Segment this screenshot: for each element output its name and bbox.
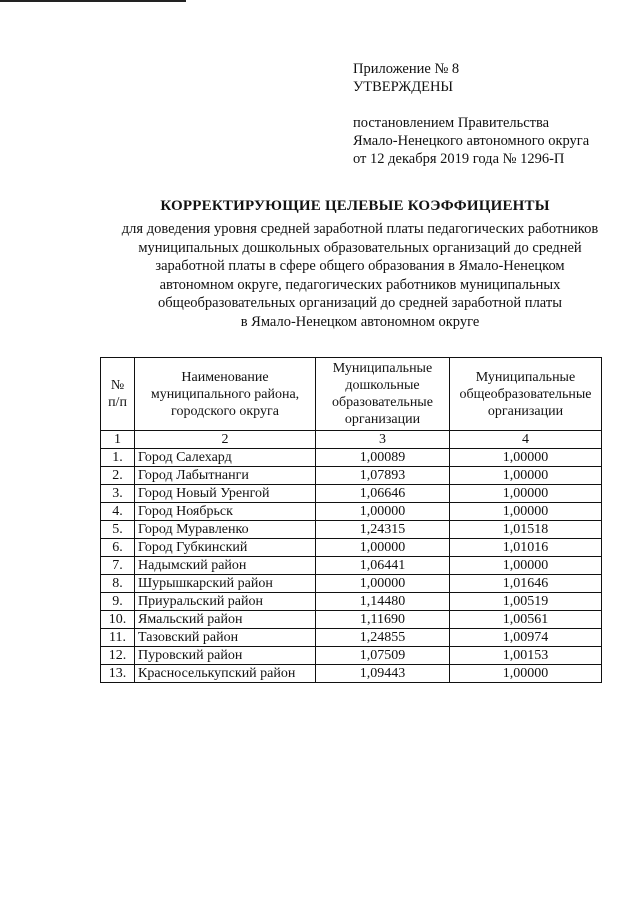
municipality-name: Город Муравленко <box>135 521 316 539</box>
approval-block <box>353 60 589 168</box>
row-number: 5. <box>101 521 135 539</box>
row-number: 10. <box>101 611 135 629</box>
column-number-row <box>101 431 602 449</box>
general-coefficient: 1,00974 <box>450 629 602 647</box>
document-subtitle <box>80 220 640 332</box>
municipality-name: Город Салехард <box>135 449 316 467</box>
table-row <box>101 665 602 683</box>
table-row <box>101 503 602 521</box>
subtitle-line: заработной платы в сфере общего образования в Ямало-Ненецком <box>155 258 565 275</box>
general-coefficient: 1,01646 <box>450 575 602 593</box>
general-coefficient: 1,00000 <box>450 503 602 521</box>
preschool-coefficient: 1,06646 <box>316 485 450 503</box>
municipality-name: Пуровский район <box>135 647 316 665</box>
row-number: 11. <box>101 629 135 647</box>
preschool-coefficient: 1,00000 <box>316 575 450 593</box>
preschool-coefficient: 1,14480 <box>316 593 450 611</box>
preschool-coefficient: 1,00000 <box>316 503 450 521</box>
subtitle-line: общеобразовательных организаций до средней заработной платы <box>158 295 562 312</box>
header-general: Муниципальные общеобразовательные организации <box>450 358 602 431</box>
column-number: 4 <box>450 431 602 449</box>
row-number: 8. <box>101 575 135 593</box>
table-row <box>101 485 602 503</box>
municipality-name: Приуральский район <box>135 593 316 611</box>
municipality-name: Город Ноябрьск <box>135 503 316 521</box>
column-number: 2 <box>135 431 316 449</box>
general-coefficient: 1,01016 <box>450 539 602 557</box>
general-coefficient: 1,01518 <box>450 521 602 539</box>
subtitle-line: в Ямало-Ненецком автономном округе <box>240 313 480 330</box>
table-row <box>101 611 602 629</box>
row-number: 12. <box>101 647 135 665</box>
table-row <box>101 593 602 611</box>
subtitle-line: для доведения уровня средней заработной платы педагогических работников <box>121 221 599 237</box>
municipality-name: Город Губкинский <box>135 539 316 557</box>
general-coefficient: 1,00000 <box>450 557 602 575</box>
header-name: Наименование муниципального района, городского округа <box>135 358 316 431</box>
general-coefficient: 1,00000 <box>450 665 602 683</box>
row-number: 4. <box>101 503 135 521</box>
general-coefficient: 1,00153 <box>450 647 602 665</box>
subtitle-line: автономном округе, педагогических работников муниципальных <box>159 276 561 293</box>
column-number: 1 <box>101 431 135 449</box>
document-title: КОРРЕКТИРУЮЩИЕ ЦЕЛЕВЫЕ КОЭФФИЦИЕНТЫ <box>160 198 550 214</box>
approval-line: Ямало-Ненецкого автономного округа <box>353 133 590 149</box>
row-number: 6. <box>101 539 135 557</box>
general-coefficient: 1,00519 <box>450 593 602 611</box>
preschool-coefficient: 1,07893 <box>316 467 450 485</box>
appendix-number: Приложение № 8 <box>353 61 460 77</box>
municipality-name: Шурышкарский район <box>135 575 316 593</box>
table-row <box>101 629 602 647</box>
table-row <box>101 647 602 665</box>
approval-line: постановлением Правительства <box>353 115 550 131</box>
municipality-name: Город Новый Уренгой <box>135 485 316 503</box>
preschool-coefficient: 1,07509 <box>316 647 450 665</box>
row-number: 13. <box>101 665 135 683</box>
top-rule <box>0 0 186 2</box>
preschool-coefficient: 1,00089 <box>316 449 450 467</box>
general-coefficient: 1,00561 <box>450 611 602 629</box>
general-coefficient: 1,00000 <box>450 467 602 485</box>
row-number: 3. <box>101 485 135 503</box>
preschool-coefficient: 1,11690 <box>316 611 450 629</box>
table-row <box>101 575 602 593</box>
preschool-coefficient: 1,24855 <box>316 629 450 647</box>
header-preschool: Муниципальные дошкольные образовательные организации <box>316 358 450 431</box>
municipality-name: Город Лабытнанги <box>135 467 316 485</box>
municipality-name: Надымский район <box>135 557 316 575</box>
subtitle-line: муниципальных дошкольных образовательных организаций до средней <box>138 239 582 256</box>
header-number: № п/п <box>101 358 135 431</box>
table-row <box>101 467 602 485</box>
table-header-row <box>101 358 602 431</box>
column-number: 3 <box>316 431 450 449</box>
municipality-name: Красноселькупский район <box>135 665 316 683</box>
approved-label: УТВЕРЖДЕНЫ <box>353 79 454 95</box>
table-row <box>101 449 602 467</box>
municipality-name: Тазовский район <box>135 629 316 647</box>
row-number: 2. <box>101 467 135 485</box>
approval-line: от 12 декабря 2019 года № 1296-П <box>353 151 565 167</box>
general-coefficient: 1,00000 <box>450 485 602 503</box>
general-coefficient: 1,00000 <box>450 449 602 467</box>
municipality-name: Ямальский район <box>135 611 316 629</box>
preschool-coefficient: 1,00000 <box>316 539 450 557</box>
row-number: 7. <box>101 557 135 575</box>
preschool-coefficient: 1,09443 <box>316 665 450 683</box>
table-row <box>101 557 602 575</box>
row-number: 1. <box>101 449 135 467</box>
preschool-coefficient: 1,24315 <box>316 521 450 539</box>
table-row <box>101 539 602 557</box>
row-number: 9. <box>101 593 135 611</box>
coefficients-table <box>100 357 602 683</box>
preschool-coefficient: 1,06441 <box>316 557 450 575</box>
table-row <box>101 521 602 539</box>
